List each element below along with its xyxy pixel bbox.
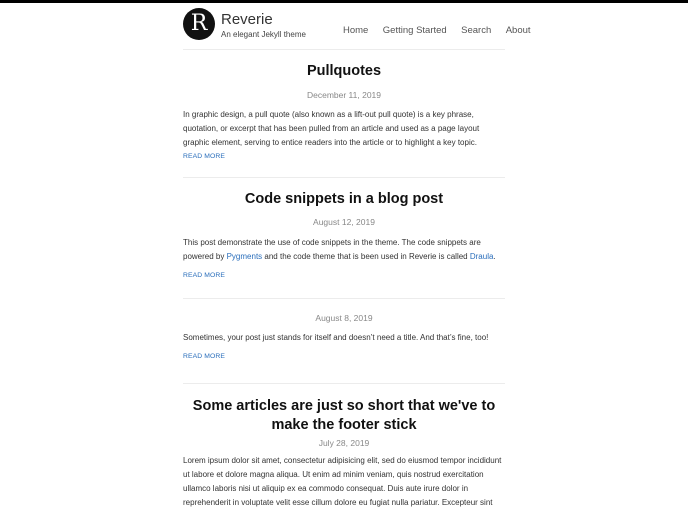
draula-link[interactable]: Draula: [469, 252, 494, 261]
site-title[interactable]: Reverie: [221, 11, 273, 28]
post-excerpt: Sometimes, your post just stands for itself and doesn’t need a title. And that’s fine, too!: [183, 333, 489, 342]
nav-home[interactable]: Home: [343, 25, 369, 36]
nav-getting-started[interactable]: Getting Started: [382, 25, 447, 36]
post-divider: [183, 383, 505, 384]
post-excerpt: Lorem ipsum dolor sit amet, consectetur adipisicing elit, sed do eiusmod tempor incididunt ut labore et dolore magna aliqua. Ut enim ad minim veniam, quis nostrud exercitation ullamco laboris nisi ut aliquip ex ea commodo consequat. Duis aute irure dolor in reprehenderit in voluptate velit esse cillum dolore eu fugiat nulla pariatur. Excepteur sint: [183, 456, 502, 507]
post-item: [183, 397, 505, 510]
post-date: July 28, 2019: [318, 438, 370, 448]
post-divider: [183, 177, 505, 178]
post-title[interactable]: Pullquotes: [306, 63, 382, 79]
site-description: An elegant Jekyll theme: [221, 30, 306, 39]
post-item: [183, 190, 505, 279]
post-excerpt: In graphic design, a pull quote (also known as a lift-out pull quote) is a key phrase, quotation, or excerpt that has been pulled from an article and used as a page layout graphic element, serving to entice readers into the article or to highlight a key topic.: [183, 110, 480, 147]
read-more-link[interactable]: READ MORE: [183, 353, 226, 360]
nav-about[interactable]: About: [505, 25, 531, 36]
post-title[interactable]: Code snippets in a blog post: [244, 191, 444, 207]
post-date: December 11, 2019: [306, 90, 382, 100]
main-nav: [343, 20, 531, 38]
post-date: August 8, 2019: [315, 313, 373, 323]
read-more-link[interactable]: READ MORE: [183, 272, 226, 279]
post-title[interactable]: Some articles are just so short that we've to make the footer stick: [192, 398, 496, 433]
post-item: [183, 313, 505, 360]
pygments-link[interactable]: Pygments: [226, 252, 263, 261]
post-excerpt: [183, 236, 505, 264]
site-header: [183, 3, 531, 50]
excerpt-text: .: [493, 252, 496, 261]
post-date: August 12, 2019: [313, 217, 375, 227]
read-more-link[interactable]: READ MORE: [183, 153, 226, 160]
nav-search[interactable]: Search: [461, 25, 492, 36]
excerpt-text: This post demonstrate the use of code snippets in the theme. The code snippets are powered by: [183, 238, 481, 261]
post-divider: [183, 298, 505, 299]
post-item: [183, 62, 505, 160]
site-logo[interactable]: R: [183, 8, 215, 40]
page-container: [183, 3, 531, 507]
excerpt-text: and the code theme that is been used in Reverie is called: [262, 252, 470, 261]
